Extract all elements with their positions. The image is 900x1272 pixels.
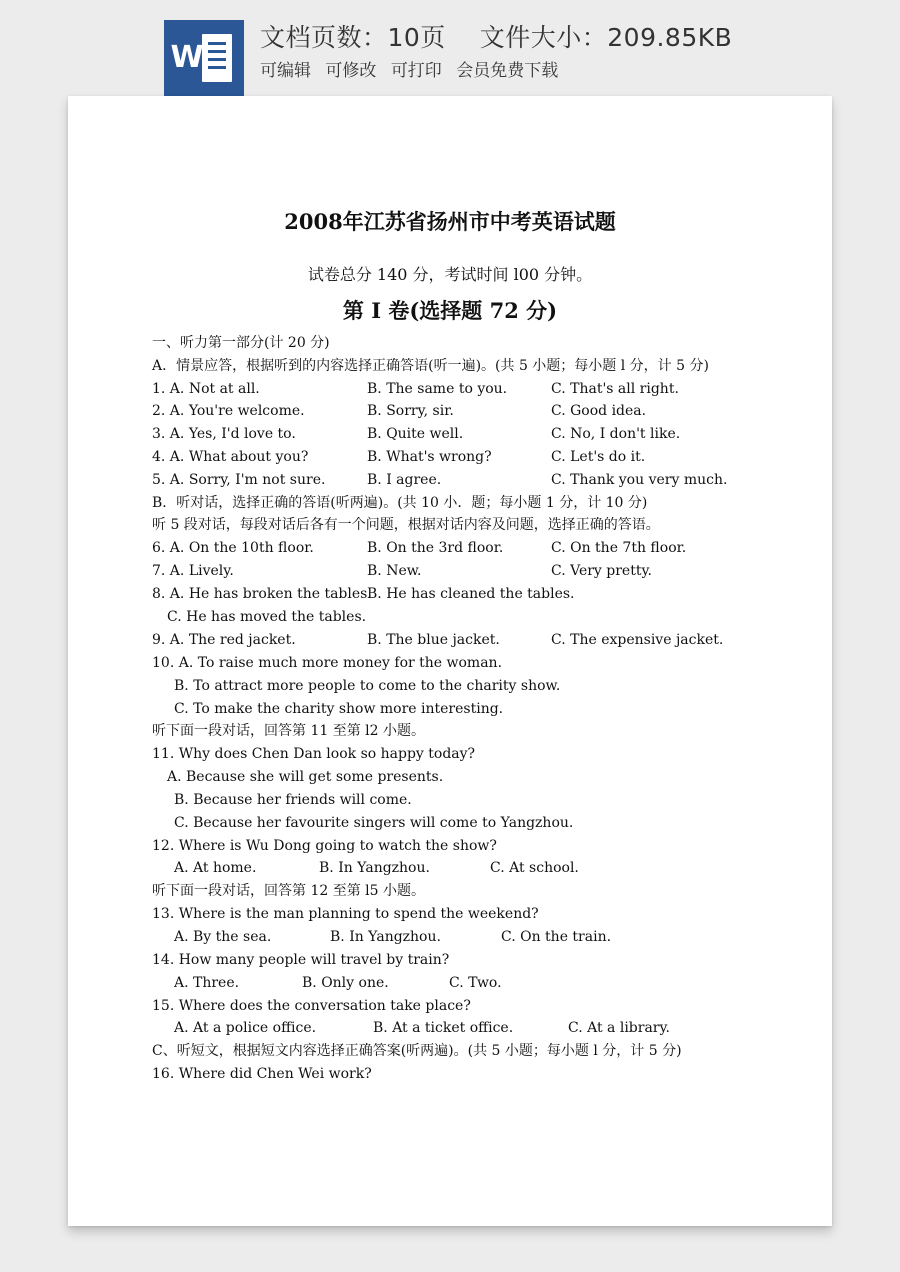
- exam-line: 10. A. To raise much more money for the woman.: [152, 655, 503, 671]
- exam-line: B．听对话，选择正确的答语(听两遍)。(共 10 小．题；每小题 1 分，计 10 分): [152, 495, 648, 511]
- exam-line: 听下面一段对话，回答第 11 至第 l2 小题。: [152, 723, 425, 739]
- tag-editable: 可编辑: [260, 61, 311, 81]
- tag-printable: 可打印: [390, 61, 442, 81]
- exam-line: 1. A. Not at all.: [152, 381, 260, 397]
- exam-line: 13. Where is the man planning to spend the weekend?: [152, 906, 539, 922]
- section-heading: 第 I 卷(选择题 72 分): [342, 298, 558, 323]
- exam-line: C. At a library.: [568, 1020, 670, 1036]
- word-document-icon: [164, 20, 244, 96]
- word-letter-w: W: [170, 40, 204, 75]
- exam-line: 7. A. Lively.: [152, 563, 234, 579]
- exam-line: 9. A. The red jacket.: [152, 632, 296, 648]
- exam-line: C、听短文，根据短文内容选择正确答案(听两遍)。(共 5 小题；每小题 l 分，计 5 分): [152, 1043, 682, 1059]
- exam-line: C. Good idea.: [551, 403, 647, 419]
- exam-line: 3. A. Yes, I'd love to.: [152, 426, 296, 442]
- exam-line: B. I agree.: [367, 472, 442, 488]
- exam-line: B. Sorry, sir.: [367, 403, 454, 419]
- exam-line: C. Because her favourite singers will come to Yangzhou.: [174, 815, 574, 831]
- exam-line: B. Because her friends will come.: [174, 792, 412, 808]
- exam-line: 听下面一段对话，回答第 12 至第 l5 小题。: [152, 883, 425, 899]
- document-feature-tags: [260, 56, 567, 81]
- exam-info: 试卷总分 140 分，考试时间 l00 分钟。: [307, 265, 593, 284]
- exam-line: B. New.: [367, 563, 422, 579]
- exam-line: 一、听力第一部分(计 20 分): [152, 335, 330, 351]
- exam-line: C. He has moved the tables.: [167, 609, 367, 625]
- exam-line: A. At a police office.: [174, 1020, 317, 1036]
- exam-line: B. In Yangzhou.: [330, 929, 441, 945]
- exam-line: C. No, I don't like.: [551, 426, 681, 442]
- exam-line: 11. Why does Chen Dan look so happy today?: [152, 746, 476, 762]
- exam-line: A. At home.: [174, 860, 257, 876]
- exam-line: C. To make the charity show more interesting.: [174, 701, 504, 717]
- exam-line: B. The blue jacket.: [367, 632, 500, 648]
- exam-line: C. The expensive jacket.: [551, 632, 724, 648]
- exam-line: C. On the train.: [501, 929, 612, 945]
- exam-line: 12. Where is Wu Dong going to watch the show?: [152, 838, 497, 854]
- exam-line: 14. How many people will travel by train?: [152, 952, 450, 968]
- exam-line: B. To attract more people to come to the charity show.: [174, 678, 561, 694]
- exam-line: B. At a ticket office.: [373, 1020, 514, 1036]
- document-page: [68, 96, 832, 1226]
- exam-line: C. That's all right.: [551, 381, 679, 397]
- exam-line: A. Because she will get some presents.: [167, 769, 444, 785]
- exam-line: 5. A. Sorry, I'm not sure.: [152, 472, 326, 488]
- exam-line: C. At school.: [490, 860, 579, 876]
- exam-line: A. By the sea.: [174, 929, 272, 945]
- exam-line: 4. A. What about you?: [152, 449, 309, 465]
- exam-line: C. Let's do it.: [551, 449, 646, 465]
- tag-modifiable: 可修改: [325, 61, 377, 81]
- exam-line: B. The same to you.: [367, 381, 508, 397]
- exam-line: B. In Yangzhou.: [319, 860, 430, 876]
- exam-line: 15. Where does the conversation take place?: [152, 998, 471, 1014]
- exam-line: 2. A. You're welcome.: [152, 403, 305, 419]
- exam-line: B. On the 3rd floor.: [367, 540, 504, 556]
- exam-line: B. Quite well.: [367, 426, 464, 442]
- exam-line: B. What's wrong?: [367, 449, 492, 465]
- exam-line: C. On the 7th floor.: [551, 540, 687, 556]
- exam-line: A. Three.: [174, 975, 240, 991]
- download-banner: [0, 0, 900, 100]
- exam-title: 2008年江苏省扬州市中考英语试题: [284, 209, 616, 234]
- exam-line: 6. A. On the 10th floor.: [152, 540, 314, 556]
- exam-line: 8. A. He has broken the tables.: [152, 586, 372, 602]
- exam-line: C. Two.: [449, 975, 502, 991]
- document-info-title: 文档页数：10页 文件大小：209.85KB: [260, 23, 733, 52]
- document-page-shape: [202, 34, 232, 82]
- exam-line: 听 5 段对话，每段对话后各有一个问题，根据对话内容及问题，选择正确的答语。: [152, 517, 660, 533]
- exam-line: C. Very pretty.: [551, 563, 652, 579]
- exam-line: B. He has cleaned the tables.: [367, 586, 575, 602]
- exam-line: C. Thank you very much.: [551, 472, 728, 488]
- exam-line: 16. Where did Chen Wei work?: [152, 1066, 372, 1082]
- exam-line: B. Only one.: [302, 975, 389, 991]
- exam-line: A．情景应答，根据听到的内容选择正确答语(听一遍)。(共 5 小题；每小题 l 分，计 5 分): [152, 358, 709, 374]
- tag-member-download: 会员免费下载: [456, 61, 559, 81]
